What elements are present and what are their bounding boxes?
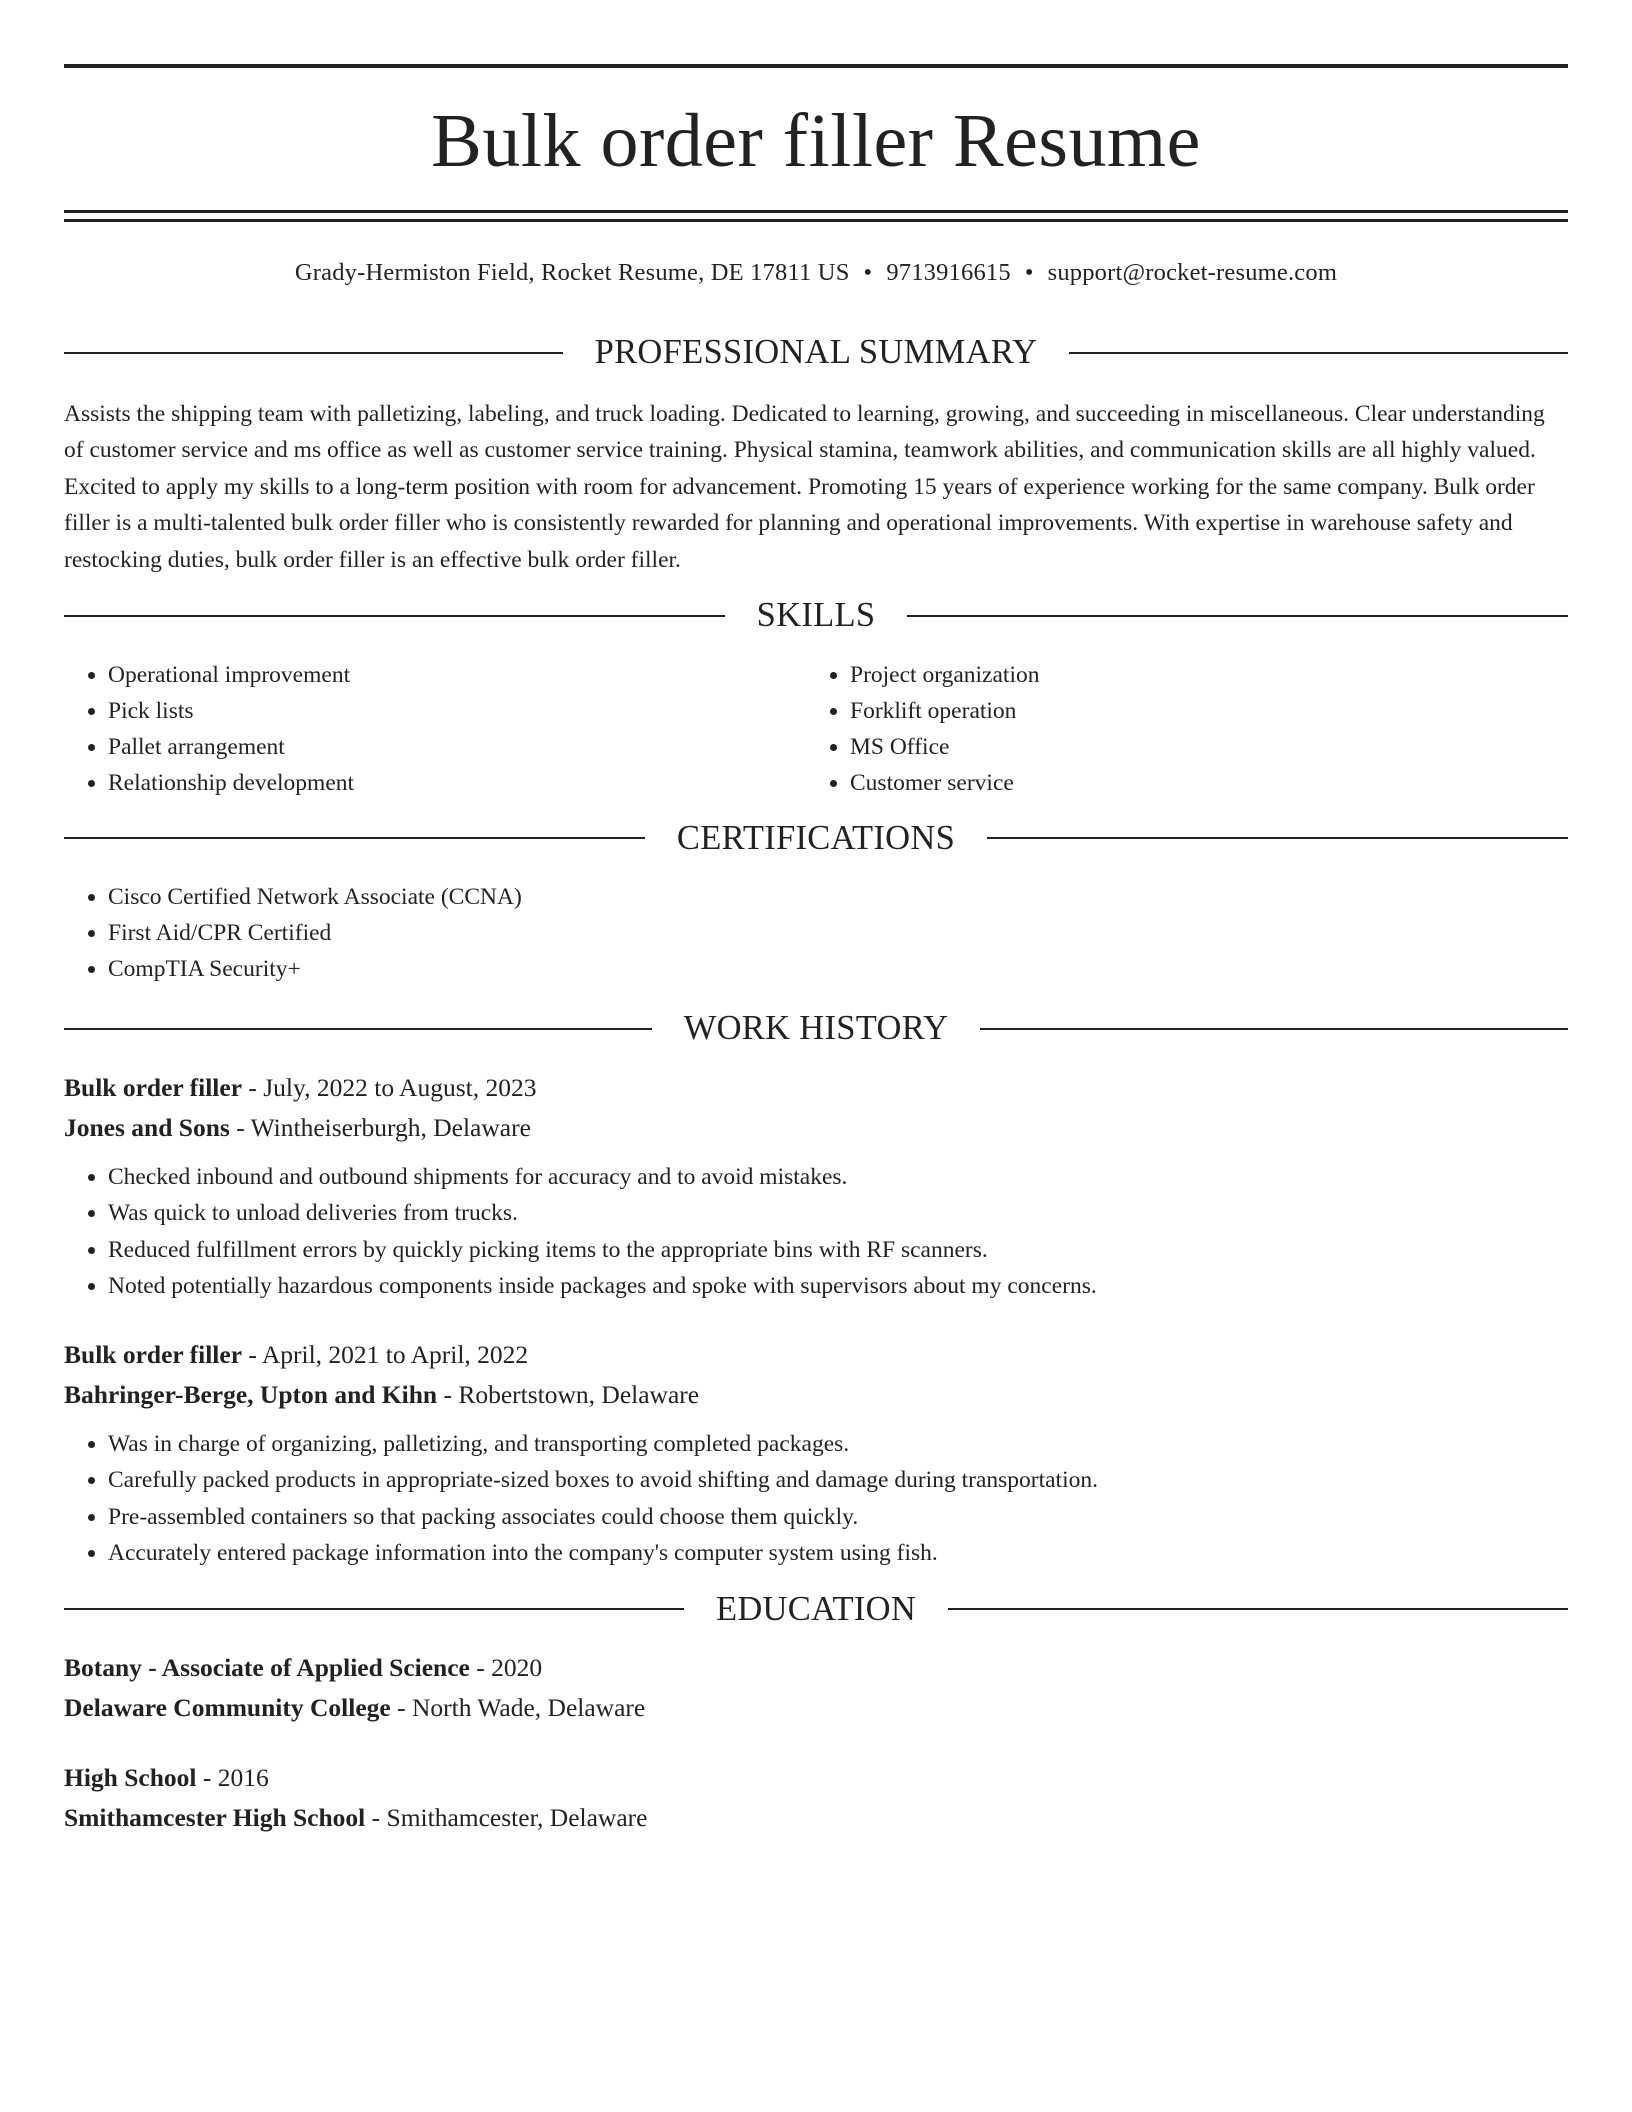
skill-item: • Relationship development <box>108 765 806 801</box>
skills-list <box>64 657 1568 801</box>
job-company: Jones and Sons <box>64 1112 230 1142</box>
resume-title: Bulk order filler Resume <box>431 99 1201 183</box>
job-entry <box>64 1068 1568 1305</box>
divider-line <box>987 837 1568 839</box>
duty-item: • Was in charge of organizing, palletizing, and transporting completed packages. <box>108 1426 1568 1463</box>
work-history-heading <box>64 1011 1568 1046</box>
job-location: - Wintheiserburgh, Delaware <box>229 1112 531 1142</box>
contact-email: support@rocket-resume.com <box>1047 259 1338 286</box>
summary-heading <box>64 335 1568 370</box>
duty-item: • Reduced fulfillment errors by quickly picking items to the appropriate bins with RF scanners. <box>108 1232 1568 1269</box>
skill-item: • Forklift operation <box>850 693 1568 729</box>
divider-line <box>1069 352 1568 354</box>
degree-line <box>64 1648 1568 1688</box>
certification-item: • First Aid/CPR Certified <box>108 915 1568 951</box>
divider-line <box>948 1608 1568 1610</box>
job-title-line <box>64 1068 1568 1108</box>
divider-line <box>64 1608 684 1610</box>
school-location: - North Wade, Delaware <box>390 1693 646 1723</box>
job-dates: - July, 2022 to August, 2023 <box>242 1072 537 1102</box>
job-entry <box>64 1335 1568 1572</box>
job-title-line <box>64 1335 1568 1375</box>
skills-column-right <box>806 657 1568 801</box>
graduation-year: - 2020 <box>469 1653 543 1683</box>
job-title: Bulk order filler <box>64 1339 243 1369</box>
divider-line <box>64 1028 652 1030</box>
school-line <box>64 1798 1568 1838</box>
job-company: Bahringer-Berge, Upton and Kihn <box>64 1379 438 1409</box>
certification-item: • Cisco Certified Network Associate (CCNA) <box>108 879 1568 915</box>
title-rule-upper <box>64 210 1568 213</box>
duty-item: • Noted potentially hazardous components inside packages and spoke with supervisors about my concerns. <box>108 1268 1568 1305</box>
job-company-line <box>64 1375 1568 1415</box>
education-entry <box>64 1648 1568 1728</box>
job-dates: - April, 2021 to April, 2022 <box>242 1339 529 1369</box>
job-company-line <box>64 1108 1568 1148</box>
duty-item: • Checked inbound and outbound shipments for accuracy and to avoid mistakes. <box>108 1159 1568 1196</box>
job-title: Bulk order filler <box>64 1072 243 1102</box>
school-name: Delaware Community College <box>64 1693 391 1723</box>
school-line <box>64 1688 1568 1728</box>
top-rule <box>64 64 1568 68</box>
divider-line <box>980 1028 1568 1030</box>
skill-item: • MS Office <box>850 729 1568 765</box>
contact-line <box>64 258 1568 287</box>
section-title: CERTIFICATIONS <box>676 818 956 857</box>
title-rule-lower <box>64 219 1568 222</box>
job-duties <box>64 1159 1568 1305</box>
skills-heading <box>64 598 1568 633</box>
contact-address: Grady-Hermiston Field, Rocket Resume, DE 17811 US <box>294 259 850 286</box>
education-entry <box>64 1758 1568 1838</box>
section-title: EDUCATION <box>715 1589 917 1628</box>
duty-item: • Pre-assembled containers so that packing associates could choose them quickly. <box>108 1499 1568 1536</box>
certifications-list <box>64 879 1568 987</box>
contact-separator: • <box>1024 259 1034 286</box>
skills-column-left <box>64 657 806 801</box>
section-title: WORK HISTORY <box>683 1009 949 1048</box>
resume-page <box>64 64 1568 1838</box>
degree: High School <box>64 1763 197 1793</box>
section-title: PROFESSIONAL SUMMARY <box>594 333 1038 372</box>
duty-item: • Was quick to unload deliveries from trucks. <box>108 1195 1568 1232</box>
certification-item: • CompTIA Security+ <box>108 951 1568 987</box>
divider-line <box>64 837 645 839</box>
job-location: - Robertstown, Delaware <box>437 1379 700 1409</box>
graduation-year: - 2016 <box>196 1763 269 1793</box>
section-title: SKILLS <box>756 596 876 635</box>
summary-text: Assists the shipping team with palletizing, labeling, and truck loading. Dedicated to learning, growing, and succeeding in miscellaneous. Clear understanding of customer service and ms office as well as customer service training. Physical stamina, teamwork abilities, and communication skills are all highly valued. Excited to apply my skills to a long-term position with room for advancement. Promoting 15 years of experience working for the same company. Bulk order filler is a multi-talented bulk order filler who is consistently rewarded for planning and operational improvements. With expertise in warehouse safety and restocking duties, bulk order filler is an effective bulk order filler. <box>64 400 1545 573</box>
skill-item: • Pick lists <box>108 693 806 729</box>
divider-line <box>907 615 1568 617</box>
skill-item: • Operational improvement <box>108 657 806 693</box>
divider-line <box>64 352 563 354</box>
skill-item: • Project organization <box>850 657 1568 693</box>
education-heading <box>64 1589 1568 1628</box>
school-location: - Smithamcester, Delaware <box>365 1803 648 1833</box>
job-duties <box>64 1426 1568 1572</box>
duty-item: • Accurately entered package information into the company's computer system using fish. <box>108 1535 1568 1572</box>
divider-line <box>64 615 725 617</box>
skill-item: • Pallet arrangement <box>108 729 806 765</box>
skill-item: • Customer service <box>850 765 1568 801</box>
certifications-heading <box>64 818 1568 857</box>
duty-item: • Carefully packed products in appropriate-sized boxes to avoid shifting and damage during transportation. <box>108 1462 1568 1499</box>
school-name: Smithamcester High School <box>64 1803 366 1833</box>
degree-line <box>64 1758 1568 1798</box>
contact-separator: • <box>863 259 873 286</box>
degree: Botany - Associate of Applied Science <box>64 1653 470 1683</box>
contact-phone: 9713916615 <box>886 259 1011 286</box>
